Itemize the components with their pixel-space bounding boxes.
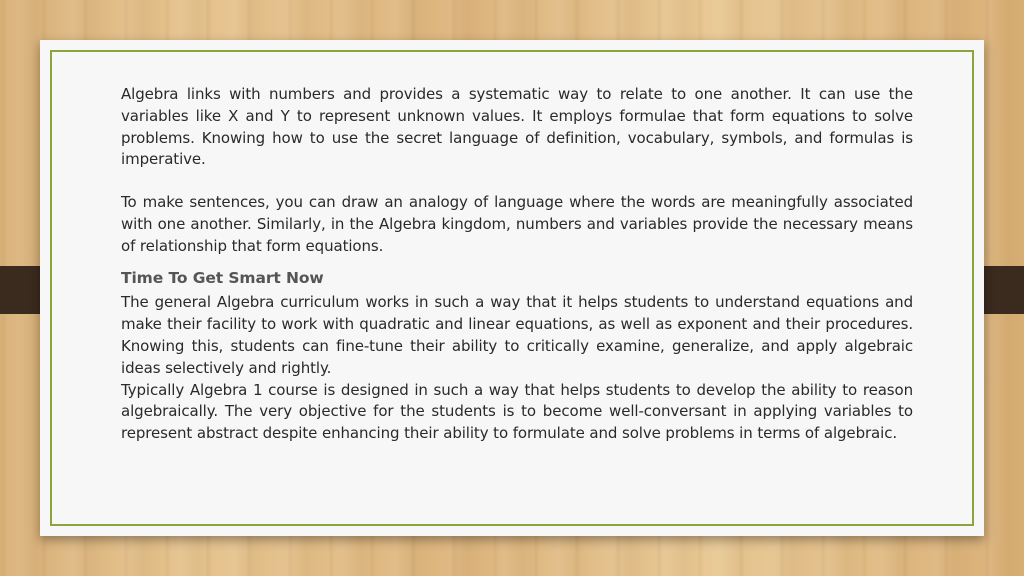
algebra-1-paragraph: Typically Algebra 1 course is designed in such a way that helps students to develop the ability to reason algebraically. The very objective for the students is to become well-conversant in applying variables to represent abstract despite enhancing their ability to formulate and solve problems in terms of algebraic. (121, 380, 913, 443)
slide-content (121, 84, 913, 445)
section-heading: Time To Get Smart Now (121, 268, 324, 287)
curriculum-paragraph: The general Algebra curriculum works in such a way that it helps students to understand equations and make their facility to work with quadratic and linear equations, as well as exponent and their procedures. Knowing this, students can fine-tune their ability to critically examine, generalize, and apply algebraic ideas selectively and rightly. (121, 293, 913, 377)
analogy-paragraph: To make sentences, you can draw an analogy of language where the words are meaningfully associated with one another. Similarly, in the Algebra kingdom, numbers and variables provide the necessary means of relationship that form equations. (121, 193, 913, 255)
intro-paragraph: Algebra links with numbers and provides a systematic way to relate to one another. It can use the variables like X and Y to represent unknown values. It employs formulae that form equations to solve problems. Knowing how to use the secret language of definition, vocabulary, symbols, and formulas is imperative. (121, 85, 913, 169)
